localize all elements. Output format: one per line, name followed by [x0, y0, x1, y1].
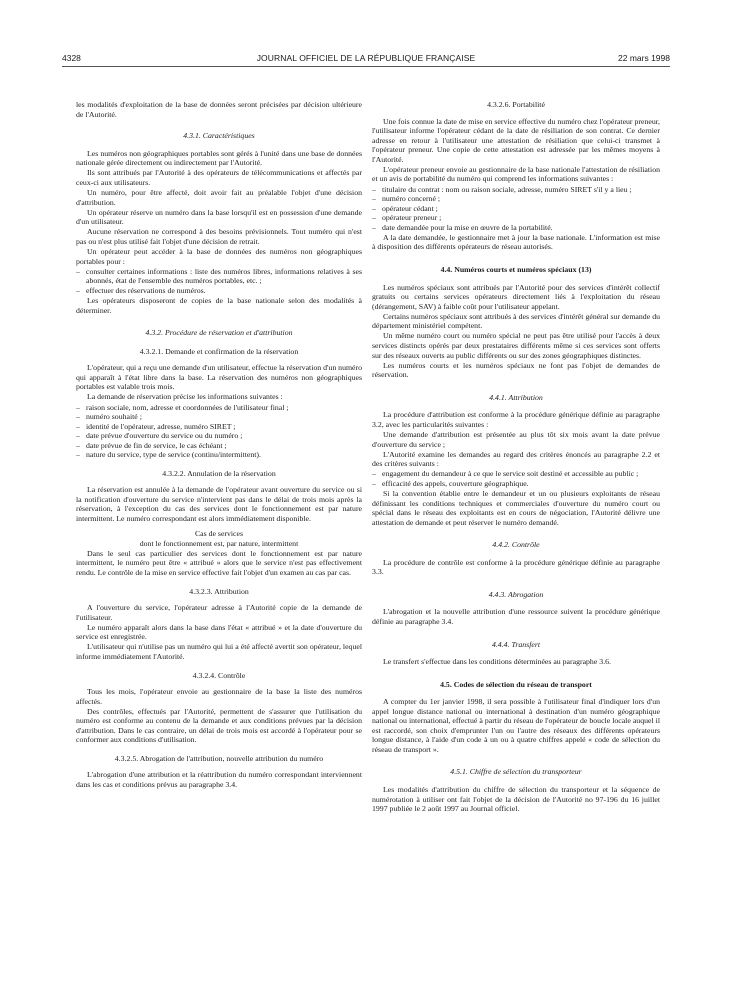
list-item: – date prévue d'ouverture du service ou du numéro ;	[76, 431, 362, 441]
list-item: – efficacité des appels, couverture géographique.	[372, 479, 660, 489]
section-heading-4-3-2-5: 4.3.2.5. Abrogation de l'attribution, nouvelle attribution du numéro	[114, 753, 324, 763]
paragraph: La demande de réservation précise les informations suivantes :	[87, 392, 283, 402]
section-heading-4-4: 4.4. Numéros courts et numéros spéciaux (13)	[440, 264, 592, 274]
section-heading-4-3-2-4: 4.3.2.4. Contrôle	[192, 670, 246, 680]
paragraph: La réservation est annulée à la demande de l'opérateur avant ouverture du service ou si la notification d'ouverture du service n'intervient pas dans le délai de trois mois après la réservation, à l'exception du cas des services dont le fonctionnement est par nature intermittent. Le numéro correspondant est alors immédiatement disponible.	[76, 485, 362, 524]
list-item: – effectuer des réservations de numéros.	[76, 286, 362, 296]
paragraph: Un même numéro court ou numéro spécial ne peut pas être utilisé pour l'accès à deux services distincts opérés par deux prestataires différents même si ces services sont offerts sur des réseaux ouverts au public différents ou sur des zones géographiques distinctes.	[372, 331, 660, 360]
paragraph: L'opérateur, qui a reçu une demande d'un utilisateur, effectue la réservation d'un numéro qui apparaît à l'état libre dans la base. La réservation des numéros non géographiques portables est valable trois mois.	[76, 363, 362, 392]
paragraph: Un numéro, pour être affecté, doit avoir fait au préalable l'objet d'une décision d'attribution.	[76, 188, 362, 207]
subheading-cas-detail: dont le fonctionnement est, par nature, intermittent	[139, 538, 299, 548]
bullet-list	[76, 267, 362, 296]
paragraph: Le numéro apparaît alors dans la base dans l'état « attribué » et la date d'ouverture du service est enregistrée.	[76, 622, 362, 642]
paragraph: Un opérateur peut accéder à la base de données des numéros non géographiques portables pour :	[76, 247, 362, 266]
page-number: 4328	[62, 53, 81, 63]
paragraph: Dans le seul cas particulier des services dont le fonctionnement est par nature intermittent, le numéro peut être « attribué » alors que le service n'est pas effectivement rendu. Le contrôle de la mise en service effective fait l'objet d'un examen au cas par cas.	[76, 548, 362, 577]
paragraph: La procédure de contrôle est conforme à la procédure générique définie au paragraphe 3.3.	[372, 557, 660, 577]
paragraph: A compter du 1er janvier 1998, il sera possible à l'utilisateur final d'indiquer lors d'un appel longue distance national ou international à destination d'un numéro géographique national ou international, effectué à partir du réseau de l'opérateur de boucle locale auquel il est raccordé, son choix d'emprunter l'un ou l'autre des réseaux des différents opérateurs longue distance, à l'aide d'un code à un ou à quatre chiffres appelé « code de sélection du réseau de transport ».	[372, 697, 660, 754]
bullet-list	[76, 403, 362, 460]
list-item: – raison sociale, nom, adresse et coordonnées de l'utilisateur final ;	[76, 403, 362, 413]
paragraph: Aucune réservation ne correspond à des besoins prévisionnels. Tout numéro qui n'est pas ou n'est plus utilisé fait l'objet d'une décision de retrait.	[76, 227, 362, 246]
paragraph: les modalités d'exploitation de la base de données seront précisées par décision ultérieure de l'Autorité.	[76, 100, 362, 119]
paragraph: Certains numéros spéciaux sont attribués à des services d'intérêt général sur demande du département ministériel compétent.	[372, 311, 660, 331]
list-item: – date prévue de fin de service, le cas échéant ;	[76, 441, 362, 451]
bullet-list	[372, 185, 660, 233]
list-item: – opérateur cédant ;	[372, 204, 660, 214]
paragraph: A la date demandée, le gestionnaire met à jour la base nationale. L'information est mise à disposition des différents opérateurs de réseau autorisés.	[372, 232, 660, 252]
list-item: – numéro concerné ;	[372, 194, 660, 204]
section-heading-4-3-2-1: 4.3.2.1. Demande et confirmation de la réservation	[139, 346, 299, 356]
section-heading-4-5: 4.5. Codes de sélection du réseau de transport	[440, 679, 592, 689]
paragraph: Un opérateur réserve un numéro dans la base lorsqu'il est en possession d'une demande d'un utilisateur.	[76, 207, 362, 227]
subheading-cas-de-services: Cas de services	[194, 528, 244, 538]
paragraph: Si la convention établie entre le demandeur et un ou plusieurs exploitants de réseau définissant les conditions techniques et commerciales d'ouverture du numéro court ou spécial dans le réseau des exploitants est en cours de négociation, l'Autorité délivre une attestation de demande et peut réserver le numéro demandé.	[372, 489, 660, 527]
left-column	[76, 100, 362, 790]
list-item: – date demandée pour la mise en œuvre de la portabilité.	[372, 223, 660, 233]
paragraph: Les numéros non géographiques portables sont gérés à l'unité dans une base de données nationale gérée directement ou indirectement par l'Autorité.	[76, 148, 362, 168]
paragraph: Ils sont attribués par l'Autorité à des opérateurs de télécommunications et affectés par ceux-ci aux utilisateurs.	[76, 168, 362, 187]
journal-title: JOURNAL OFFICIEL DE LA RÉPUBLIQUE FRANÇAISE	[256, 53, 476, 63]
section-heading-4-3-2-3: 4.3.2.3. Attribution	[189, 586, 249, 596]
list-item: – numéro souhaité ;	[76, 412, 362, 422]
paragraph: Les modalités d'attribution du chiffre de sélection du transporteur et la séquence de numérotation à utiliser ont fait l'objet de la décision de l'Autorité no 97-196 du 16 juillet 1997 publiée le 2 août 1997 au Journal officiel.	[372, 785, 660, 814]
right-column	[372, 100, 660, 814]
list-item: – nature du service, type de service (continu/intermittent).	[76, 450, 362, 460]
paragraph: L'abrogation d'une attribution et la réattribution du numéro correspondant interviennent dans les cas et conditions prévus au paragraphe 3.4.	[76, 770, 362, 790]
paragraph: L'Autorité examine les demandes au regard des critères énoncés au paragraphe 2.2 et des critères suivants :	[372, 449, 660, 469]
paragraph: Le transfert s'effectue dans les conditions déterminées au paragraphe 3.6.	[383, 657, 611, 667]
paragraph: Des contrôles, effectués par l'Autorité, permettent de s'assurer que l'utilisation du numéro est conforme au contenu de la demande et aux conditions prévues par la décision d'attribution. Dans le cas contraire, un délai de trois mois est accordé à l'opérateur pour se conformer aux conditions d'utilisation.	[76, 706, 362, 745]
paragraph: La procédure d'attribution est conforme à la procédure générique définie au paragraphe 3.2, avec les particularités suivantes :	[372, 410, 660, 429]
paragraph: Une demande d'attribution est présentée au plus tôt six mois avant la date prévue d'ouverture du service ;	[372, 430, 660, 449]
paragraph: L'utilisateur qui n'utilise pas un numéro qui lui a été affecté avertit son opérateur, lequel informe immédiatement l'Autorité.	[76, 642, 362, 661]
paragraph: Les numéros courts et les numéros spéciaux ne font pas l'objet de demandes de réservation.	[372, 360, 660, 380]
section-heading-4-4-3: 4.4.3. Abrogation	[488, 589, 544, 599]
list-item: – titulaire du contrat : nom ou raison sociale, adresse, numéro SIRET s'il y a lieu ;	[372, 185, 660, 195]
section-heading-4-3-2-2: 4.3.2.2. Annulation de la réservation	[162, 468, 276, 478]
section-heading-4-4-4: 4.4.4. Transfert	[491, 639, 541, 649]
section-heading-4-3-1: 4.3.1. Caractéristiques	[183, 131, 255, 141]
section-heading-4-3-2: 4.3.2. Procédure de réservation et d'attribution	[145, 328, 293, 338]
header-rule	[62, 66, 670, 67]
section-heading-4-4-2: 4.4.2. Contrôle	[492, 540, 540, 550]
list-item: – engagement du demandeur à ce que le service soit destiné et accessible au public ;	[372, 469, 660, 479]
paragraph: Une fois connue la date de mise en service effective du numéro chez l'opérateur preneur, l'utilisateur informe l'opérateur cédant de la date de résiliation de son contrat. Ce dernier adresse en retour à l'utilisateur une attestation de résiliation que celui-ci transmet à l'opérateur preneur. Une copie de cette attestation est adressée par les mêmes moyens à l'Autorité.	[372, 116, 660, 164]
issue-date: 22 mars 1998	[618, 53, 670, 63]
list-item: – identité de l'opérateur, adresse, numéro SIRET ;	[76, 422, 362, 432]
section-heading-4-3-2-6: 4.3.2.6. Portabilité	[487, 100, 545, 109]
paragraph: L'opérateur preneur envoie au gestionnaire de la base nationale l'attestation de résiliation et un avis de portabilité du numéro qui comprend les informations suivantes :	[372, 164, 660, 184]
page-header	[62, 53, 670, 67]
paragraph: Les numéros spéciaux sont attribués par l'Autorité pour des services d'intérêt collectif gratuits ou certains services opérateurs directement liés à l'exploitation du réseau (dérangement, SAV) à faible coût pour l'utilisateur appelant.	[372, 282, 660, 311]
bullet-list	[372, 469, 660, 488]
section-heading-4-4-1: 4.4.1. Attribution	[489, 392, 543, 402]
paragraph: L'abrogation et la nouvelle attribution d'une ressource suivent la procédure générique définie au paragraphe 3.4.	[372, 607, 660, 626]
list-item: – consulter certaines informations : liste des numéros libres, informations relatives à ses abonnés, état de l'ensemble des numéros portables, etc. ;	[76, 267, 362, 286]
paragraph: Tous les mois, l'opérateur envoie au gestionnaire de la base la liste des numéros affectés.	[76, 687, 362, 706]
paragraph: Les opérateurs disposeront de copies de la base nationale selon des modalités à déterminer.	[76, 296, 362, 315]
paragraph: A l'ouverture du service, l'opérateur adresse à l'Autorité copie de la demande de l'utilisateur.	[76, 603, 362, 622]
list-item: – opérateur preneur ;	[372, 213, 660, 223]
section-heading-4-5-1: 4.5.1. Chiffre de sélection du transporteur	[450, 767, 582, 777]
